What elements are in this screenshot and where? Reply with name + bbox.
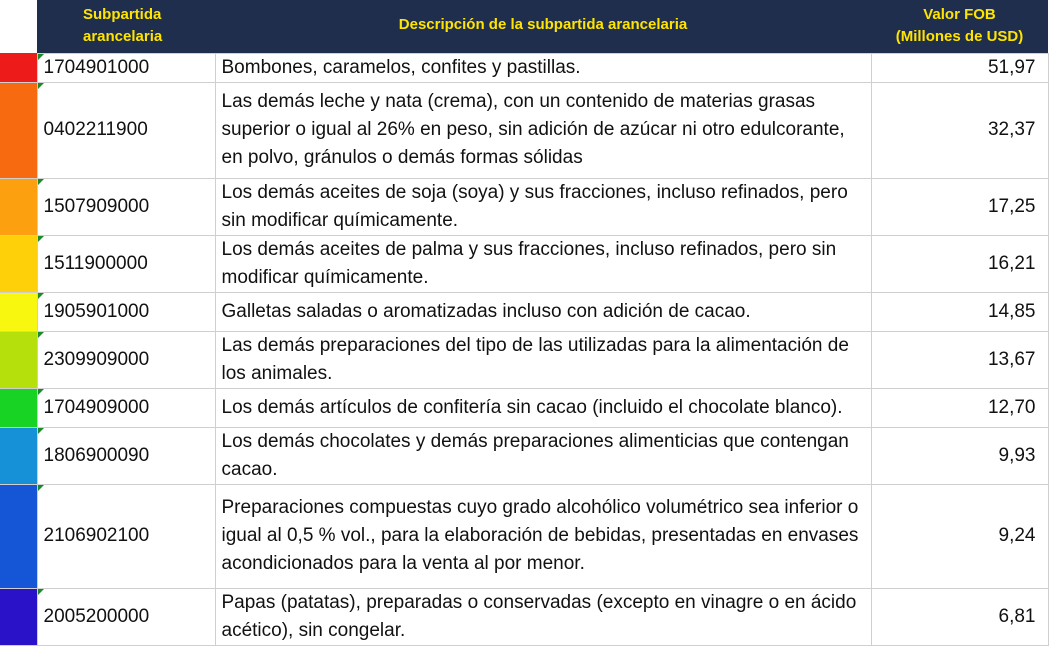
- header-color-strip-cell: [0, 0, 37, 53]
- header-valor-line1: Valor FOB: [923, 6, 996, 24]
- header-subpartida-line2: arancelaria: [83, 28, 163, 46]
- valor-fob-cell[interactable]: 9,24: [871, 484, 1048, 588]
- table-row: [0, 292, 1048, 331]
- row-color-marker: [0, 427, 37, 484]
- subpartida-cell[interactable]: 1806900090: [37, 427, 215, 484]
- table-row: [0, 178, 1048, 235]
- subpartida-cell[interactable]: 0402211900: [37, 82, 215, 178]
- descripcion-cell[interactable]: Los demás artículos de confitería sin cacao (incluido el chocolate blanco).: [215, 388, 871, 427]
- valor-fob-cell[interactable]: 14,85: [871, 292, 1048, 331]
- table-row: [0, 484, 1048, 588]
- valor-fob-cell[interactable]: 16,21: [871, 235, 1048, 292]
- header-valor-line2: (Millones de USD): [895, 28, 1024, 46]
- valor-fob-cell[interactable]: 6,81: [871, 588, 1048, 645]
- subpartida-cell[interactable]: 1704909000: [37, 388, 215, 427]
- subpartida-cell[interactable]: 1511900000: [37, 235, 215, 292]
- valor-fob-cell[interactable]: 51,97: [871, 53, 1048, 82]
- subpartida-cell[interactable]: 2309909000: [37, 331, 215, 388]
- valor-fob-cell[interactable]: 9,93: [871, 427, 1048, 484]
- row-color-marker: [0, 53, 37, 82]
- header-valor-fob[interactable]: [871, 0, 1048, 53]
- descripcion-cell[interactable]: Los demás chocolates y demás preparaciones alimenticias que contengan cacao.: [215, 427, 871, 484]
- row-color-marker: [0, 82, 37, 178]
- row-color-marker: [0, 178, 37, 235]
- valor-fob-cell[interactable]: 17,25: [871, 178, 1048, 235]
- row-color-marker: [0, 331, 37, 388]
- table-row: [0, 331, 1048, 388]
- descripcion-cell[interactable]: Los demás aceites de soja (soya) y sus fracciones, incluso refinados, pero sin modificar químicamente.: [215, 178, 871, 235]
- subpartida-cell[interactable]: 1704901000: [37, 53, 215, 82]
- table-body: [0, 53, 1048, 645]
- table-row: [0, 427, 1048, 484]
- descripcion-cell[interactable]: Galletas saladas o aromatizadas incluso con adición de cacao.: [215, 292, 871, 331]
- row-color-marker: [0, 388, 37, 427]
- subpartida-cell[interactable]: 1905901000: [37, 292, 215, 331]
- valor-fob-cell[interactable]: 32,37: [871, 82, 1048, 178]
- descripcion-cell[interactable]: Las demás preparaciones del tipo de las utilizadas para la alimentación de los animales.: [215, 331, 871, 388]
- table-row: [0, 388, 1048, 427]
- descripcion-cell[interactable]: Preparaciones compuestas cuyo grado alcohólico volumétrico sea inferior o igual al 0,5 % vol., para la elaboración de bebidas, presentadas en envases acondicionados para la venta al por menor.: [215, 484, 871, 588]
- header-subpartida[interactable]: [37, 0, 215, 53]
- descripcion-cell[interactable]: Papas (patatas), preparadas o conservadas (excepto en vinagre o en ácido acético), sin congelar.: [215, 588, 871, 645]
- subpartida-cell[interactable]: 1507909000: [37, 178, 215, 235]
- table-row: [0, 82, 1048, 178]
- valor-fob-cell[interactable]: 13,67: [871, 331, 1048, 388]
- descripcion-cell[interactable]: Las demás leche y nata (crema), con un contenido de materias grasas superior o igual al 26% en peso, sin adición de azúcar ni otro edulcorante, en polvo, gránulos o demás formas sólidas: [215, 82, 871, 178]
- subpartida-cell[interactable]: 2005200000: [37, 588, 215, 645]
- header-row: [0, 0, 1048, 53]
- table-row: [0, 53, 1048, 82]
- valor-fob-cell[interactable]: 12,70: [871, 388, 1048, 427]
- header-subpartida-line1: Subpartida: [83, 6, 162, 24]
- table-row: [0, 235, 1048, 292]
- descripcion-cell[interactable]: Bombones, caramelos, confites y pastillas.: [215, 53, 871, 82]
- row-color-marker: [0, 484, 37, 588]
- row-color-marker: [0, 292, 37, 331]
- table-row: [0, 588, 1048, 645]
- subpartida-cell[interactable]: 2106902100: [37, 484, 215, 588]
- descripcion-cell[interactable]: Los demás aceites de palma y sus fracciones, incluso refinados, pero sin modificar químicamente.: [215, 235, 871, 292]
- row-color-marker: [0, 235, 37, 292]
- header-descripcion-label: Descripción de la subpartida arancelaria: [398, 16, 688, 33]
- row-color-marker: [0, 588, 37, 645]
- header-descripcion[interactable]: [215, 0, 871, 53]
